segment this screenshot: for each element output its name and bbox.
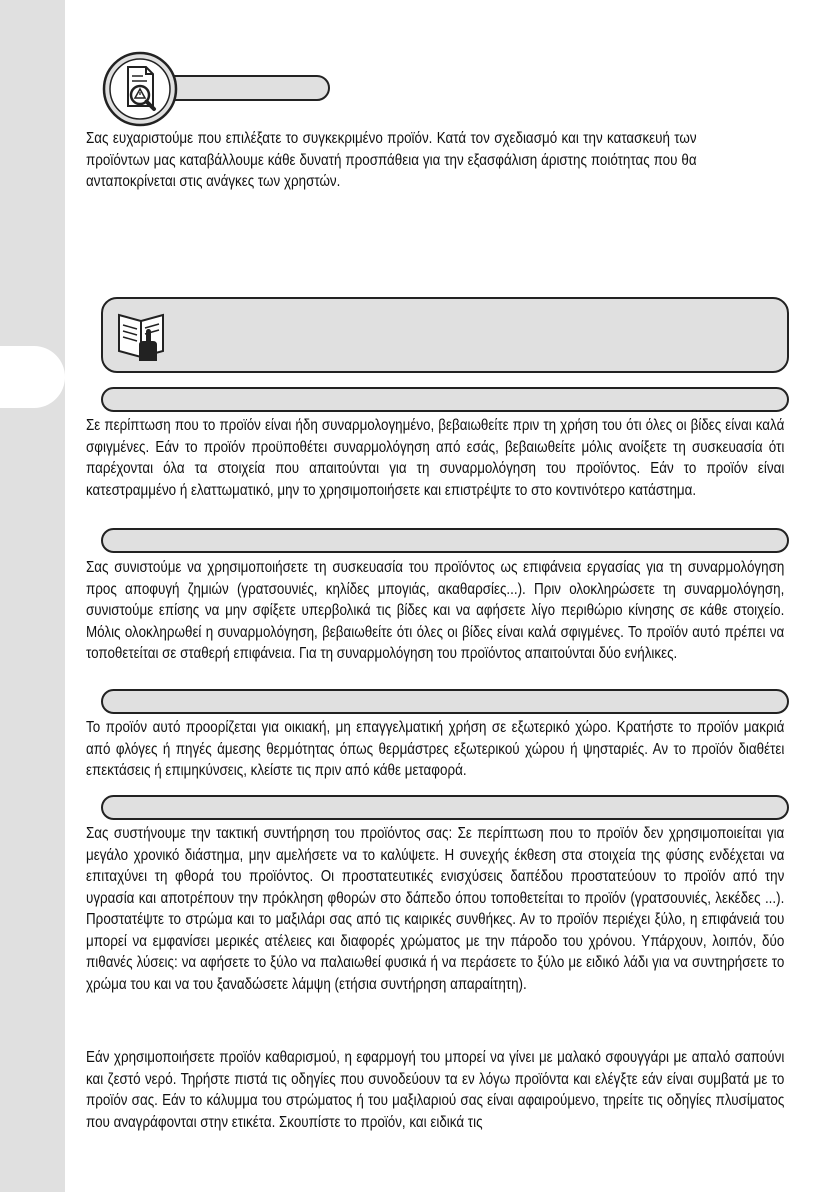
section-4-paragraph-2: Εάν χρησιμοποιήσετε προϊόν καθαρισμού, η εφαρμογή του μπορεί να γίνει με μαλακό σφουγγάρι με απαλό σαπούνι και ζεστό νερό. Τηρήστε πιστά τις οδηγίες που συνοδεύουν τα εν λόγω προϊόντα και ελέγξτε εάν είναι συμβατά με το προϊόν σας. Εάν το κάλυμμα του στρώματος ή του μαξιλαριού σας είναι αφαιρούμενο, τηρείτε τις οδηγίες πλυσίματος που αναγράφονται στην ετικέτα. Σκουπίστε το προϊόν, και ειδικά τις bbox=[86, 1049, 785, 1131]
section-2-paragraph: Σας συνιστούμε να χρησιμοποιήσετε τη συσκευασία του προϊόντος ως επιφάνεια εργασίας για τη συναρμολόγηση προς αποφυγή ζημιών (γρατσουνιές, κηλίδες μπογιάς, ακαθαρσίες...). Πριν ολοκληρώσετε τη συναρμολόγηση, συνιστούμε επίσης να μην σφίξετε υπερβολικά τις βίδες και να αφήσετε λίγο περιθώριο κίνησης σε κάθε στοιχείο. Μόλις ολοκληρωθεί η συναρμολόγηση, βεβαιωθείτε ότι όλες οι βίδες είναι καλά σφιγμένες. Το προϊόν αυτό πρέπει να τοποθετείται σε σταθερή επιφάνεια. Για τη συναρμολόγηση του προϊόντος απαιτούνται δύο ενήλικες. bbox=[86, 559, 785, 662]
side-tab-marker bbox=[0, 346, 65, 408]
section-bar-1 bbox=[101, 387, 789, 412]
header-title-pill bbox=[160, 75, 330, 101]
section-bar-4 bbox=[101, 795, 789, 820]
section-3-paragraph: Το προϊόν αυτό προορίζεται για οικιακή, μη επαγγελματική χρήση σε εξωτερικό χώρο. Κρατήστε το προϊόν μακριά από φλόγες ή πηγές άμεσης θερμότητας όπως θερμάστρες εξωτερικού χώρου ή ψησταριές. Αν το προϊόν διαθέτει επεκτάσεις ή επιμηκύνσεις, κλείστε τις πριν από κάθε μεταφορά. bbox=[86, 719, 785, 779]
manual-notice-box bbox=[101, 297, 789, 373]
reading-manual-icon bbox=[115, 307, 171, 363]
section-4-paragraph: Σας συστήνουμε την τακτική συντήρηση του προϊόντος σας: Σε περίπτωση που το προϊόν δεν χρησιμοποιείται για μεγάλο χρονικό διάστημα, μην αμελήσετε να το καλύψετε. Η συνεχής έκθεση στα στοιχεία της φύσης ενδέχεται να επιταχύνει τη φθορά του προϊόντος. Οι προστατευτικές ενισχύσεις δαπέδου προστατεύουν το προϊόν από την υγρασία και αποτρέπουν την πρόκληση φθορών στο δάπεδο όπου τοποθετείται το προϊόν (γρατσουνιές, λεκέδες ...). Προστατέψτε το στρώμα και το μαξιλάρι σας από τις καιρικές συνθήκες. Αν το προϊόν περιέχει ξύλο, η επιφάνειά του μπορεί να εμφανίσει μερικές ατέλειες και διαφορές χρώματος με την πάροδο του χρόνου. Υπάρχουν, λοιπόν, δύο πιθανές λύσεις: να αφήσετε το ξύλο να παλαιωθεί φυσικά ή να περάσετε το ξύλο με ειδικό λάδι για να συντηρήσετε το χρώμα του και να του ξαναδώσετε λάμψη (ετήσια συντήρηση απαραίτητη). bbox=[86, 825, 785, 993]
section-bar-2 bbox=[101, 528, 789, 553]
section-1-paragraph: Σε περίπτωση που το προϊόν είναι ήδη συναρμολογημένο, βεβαιωθείτε πριν τη χρήση του ότι όλες οι βίδες είναι καλά σφιγμένες. Εάν το προϊόν προϋποθέτει συναρμολόγηση από εσάς, βεβαιωθείτε μόλις ανοίξετε τη συσκευασία ότι παρέχονται όλα τα στοιχεία που απαιτούνται για τη συναρμολόγηση του προϊόντος. Εάν το προϊόν είναι κατεστραμμένο ή ελαττωματικό, μην το χρησιμοποιήσετε και επιστρέψτε το στο κοντινότερο κατάστημα. bbox=[86, 417, 785, 499]
left-margin-strip bbox=[0, 0, 65, 1192]
intro-paragraph: Σας ευχαριστούμε που επιλέξατε το συγκεκριμένο προϊόν. Κατά τον σχεδιασμό και την κατασκευή των προϊόντων μας καταβάλλουμε κάθε δυνατή προσπάθεια για την εξασφάλιση άριστης ποιότητας που θα ανταποκρίνεται στις ανάγκες των χρηστών. bbox=[86, 130, 697, 190]
section-bar-3 bbox=[101, 689, 789, 714]
document-warning-magnifier-icon bbox=[101, 50, 179, 128]
